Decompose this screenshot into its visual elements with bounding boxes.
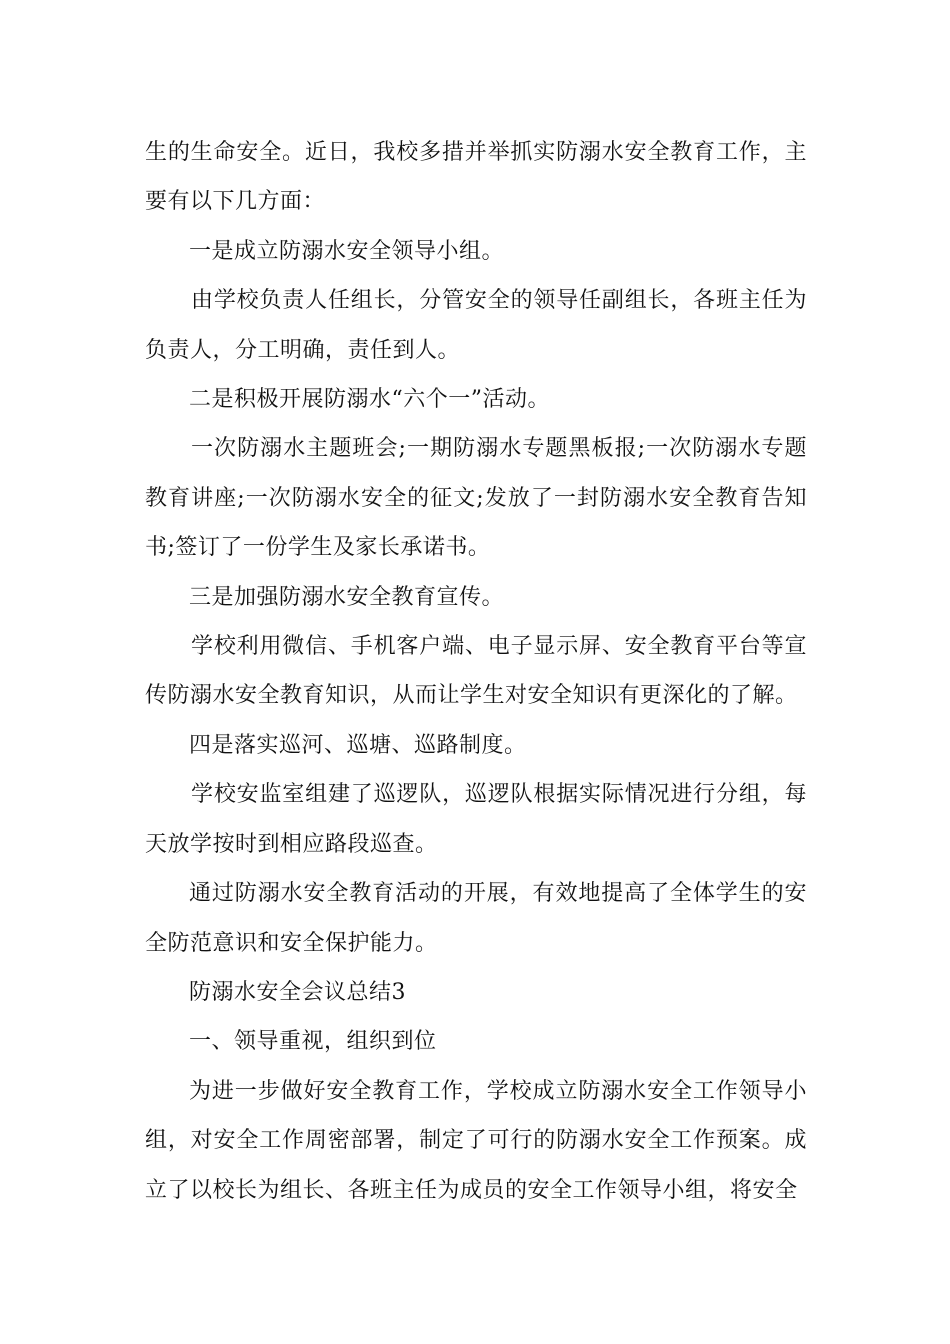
section-heading-one: 一、领导重视，组织到位 bbox=[189, 1029, 437, 1055]
paragraph-point-four-body: 学校安监室组建了巡逻队，巡逻队根据实际情况进行分组，每天放学按时到相应路段巡查。 bbox=[145, 782, 807, 857]
paragraph-point-two-body: 一次防溺水主题班会;一期防溺水专题黑板报;一次防溺水专题教育讲座;一次防溺水安全的征文;发放了一封防溺水安全教育告知书;签订了一份学生及家长承诺书。 bbox=[145, 436, 807, 561]
paragraph-continuation: 生的生命安全。近日，我校多措并举抓实防溺水安全教育工作，主要有以下几方面： bbox=[145, 140, 807, 215]
paragraph-point-two-heading: 二是积极开展防溺水“六个一”活动。 bbox=[189, 387, 550, 413]
paragraph-point-four-heading: 四是落实巡河、巡塘、巡路制度。 bbox=[189, 732, 527, 758]
section-body-one: 为进一步做好安全教育工作，学校成立防溺水安全工作领导小组，对安全工作周密部署，制定了可行的防溺水安全工作预案。成立了以校长为组长、各班主任为成员的安全工作领导小组，将安全 bbox=[145, 1078, 807, 1203]
section-title: 防溺水安全会议总结3 bbox=[189, 979, 406, 1005]
paragraph-point-one-heading: 一是成立防溺水安全领导小组。 bbox=[189, 238, 505, 264]
paragraph-point-one-body: 由学校负责人任组长，分管安全的领导任副组长，各班主任为负责人，分工明确，责任到人。 bbox=[145, 288, 807, 363]
paragraph-conclusion: 通过防溺水安全教育活动的开展，有效地提高了全体学生的安全防范意识和安全保护能力。 bbox=[145, 881, 807, 956]
document-body bbox=[145, 128, 807, 1215]
paragraph-point-three-body: 学校利用微信、手机客户端、电子显示屏、安全教育平台等宣传防溺水安全教育知识，从而让学生对安全知识有更深化的了解。 bbox=[145, 634, 807, 709]
paragraph-point-three-heading: 三是加强防溺水安全教育宣传。 bbox=[189, 584, 505, 610]
